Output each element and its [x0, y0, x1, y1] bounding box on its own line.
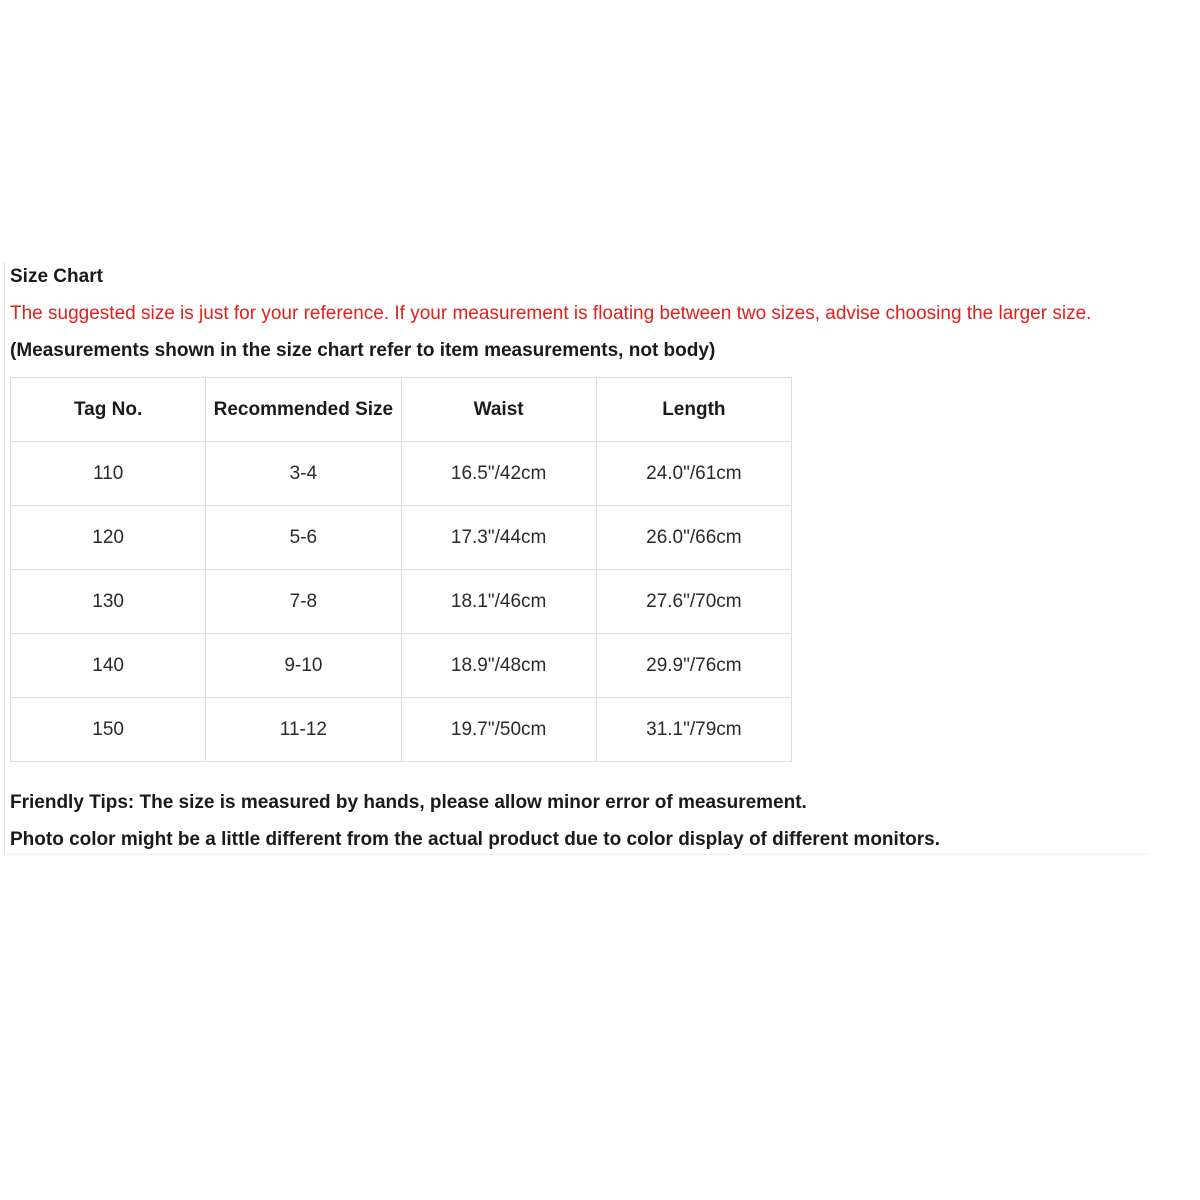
column-header-recommended-size: Recommended Size: [206, 378, 401, 442]
cell-tag-no: 140: [11, 634, 206, 698]
cell-recommended-size: 9-10: [206, 634, 401, 698]
cell-waist: 18.9"/48cm: [401, 634, 596, 698]
reference-note: The suggested size is just for your reference. If your measurement is floating between two sizes, advise choosing the larger size.: [10, 303, 1092, 324]
measurement-note: (Measurements shown in the size chart refer to item measurements, not body): [10, 340, 716, 361]
page-title: Size Chart: [10, 266, 103, 287]
table-header-row: [11, 378, 792, 442]
cell-length: 24.0"/61cm: [596, 442, 791, 506]
column-header-waist: Waist: [401, 378, 596, 442]
cell-waist: 17.3"/44cm: [401, 506, 596, 570]
cell-recommended-size: 5-6: [206, 506, 401, 570]
cell-tag-no: 150: [11, 698, 206, 762]
table-row: [11, 570, 792, 634]
cell-waist: 19.7"/50cm: [401, 698, 596, 762]
column-header-tag-no: Tag No.: [11, 378, 206, 442]
cell-length: 26.0"/66cm: [596, 506, 791, 570]
cell-tag-no: 120: [11, 506, 206, 570]
friendly-tip-color: Photo color might be a little different from the actual product due to color display of different monitors.: [10, 829, 940, 850]
cell-tag-no: 130: [11, 570, 206, 634]
table-row: [11, 634, 792, 698]
cell-recommended-size: 7-8: [206, 570, 401, 634]
table-row: [11, 442, 792, 506]
cell-waist: 16.5"/42cm: [401, 442, 596, 506]
table-row: [11, 698, 792, 762]
size-table: [10, 377, 792, 762]
cell-length: 31.1"/79cm: [596, 698, 791, 762]
cell-length: 29.9"/76cm: [596, 634, 791, 698]
cell-recommended-size: 3-4: [206, 442, 401, 506]
friendly-tip-measurement: Friendly Tips: The size is measured by hands, please allow minor error of measurement.: [10, 792, 807, 813]
cell-length: 27.6"/70cm: [596, 570, 791, 634]
table-row: [11, 506, 792, 570]
cell-recommended-size: 11-12: [206, 698, 401, 762]
size-chart-panel: [4, 262, 1149, 855]
column-header-length: Length: [596, 378, 791, 442]
cell-waist: 18.1"/46cm: [401, 570, 596, 634]
cell-tag-no: 110: [11, 442, 206, 506]
